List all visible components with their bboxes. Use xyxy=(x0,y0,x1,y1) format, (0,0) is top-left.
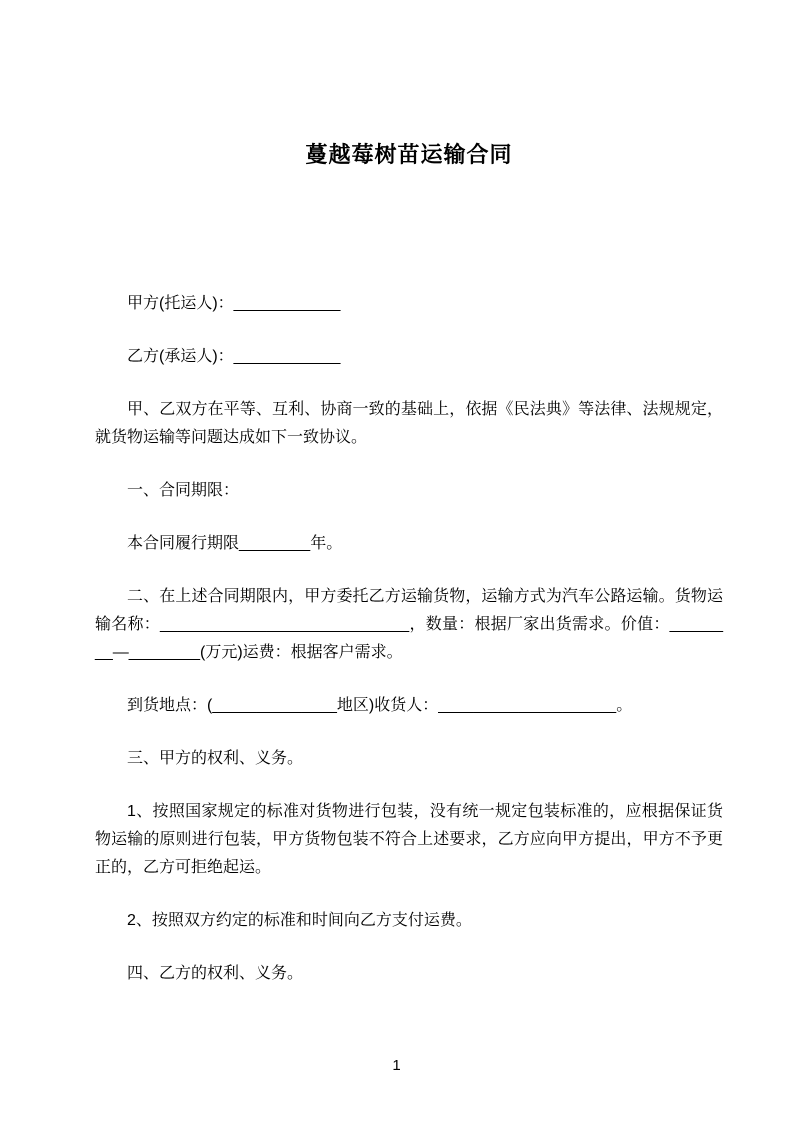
paragraph-section-4-heading: 四、乙方的权利、义务。 xyxy=(127,965,304,982)
page-number: 1 xyxy=(392,1057,401,1074)
paragraph-party-a: 甲方(托运人)：____________ xyxy=(127,295,341,312)
paragraph-preamble: 甲、乙双方在平等、互利、协商一致的基础上，依据《民法典》等法律、法规规定，就货物运输等问题达成如下一致协议。 xyxy=(95,401,723,446)
document-title: 蔓越莓树苗运输合同 xyxy=(305,142,513,167)
paragraph-section-3-heading: 三、甲方的权利、义务。 xyxy=(127,750,304,767)
paragraph-section-2-transport: 二、在上述合同期限内，甲方委托乙方运输货物，运输方式为汽车公路运输。货物运输名称：____________________________，数量：根据厂家出货需求。价值：________—________(万元)运费：根据客户需求。 xyxy=(95,588,723,661)
paragraph-section-3-item-1: 1、按照国家规定的标准对货物进行包装，没有统一规定包装标准的，应根据保证货物运输的原则进行包装，甲方货物包装不符合上述要求，乙方应向甲方提出，甲方不予更正的，乙方可拒绝起运。 xyxy=(95,803,723,876)
paragraph-delivery-place: 到货地点：(______________地区)收货人：____________________。 xyxy=(127,697,633,714)
paragraph-contract-term: 本合同履行期限________年。 xyxy=(127,535,343,552)
paragraph-section-3-item-2: 2、按照双方约定的标准和时间向乙方支付运费。 xyxy=(127,912,472,929)
paragraph-section-1-heading: 一、合同期限： xyxy=(127,482,240,499)
document-content xyxy=(95,0,723,988)
paragraph-party-b: 乙方(承运人)：____________ xyxy=(127,348,341,365)
